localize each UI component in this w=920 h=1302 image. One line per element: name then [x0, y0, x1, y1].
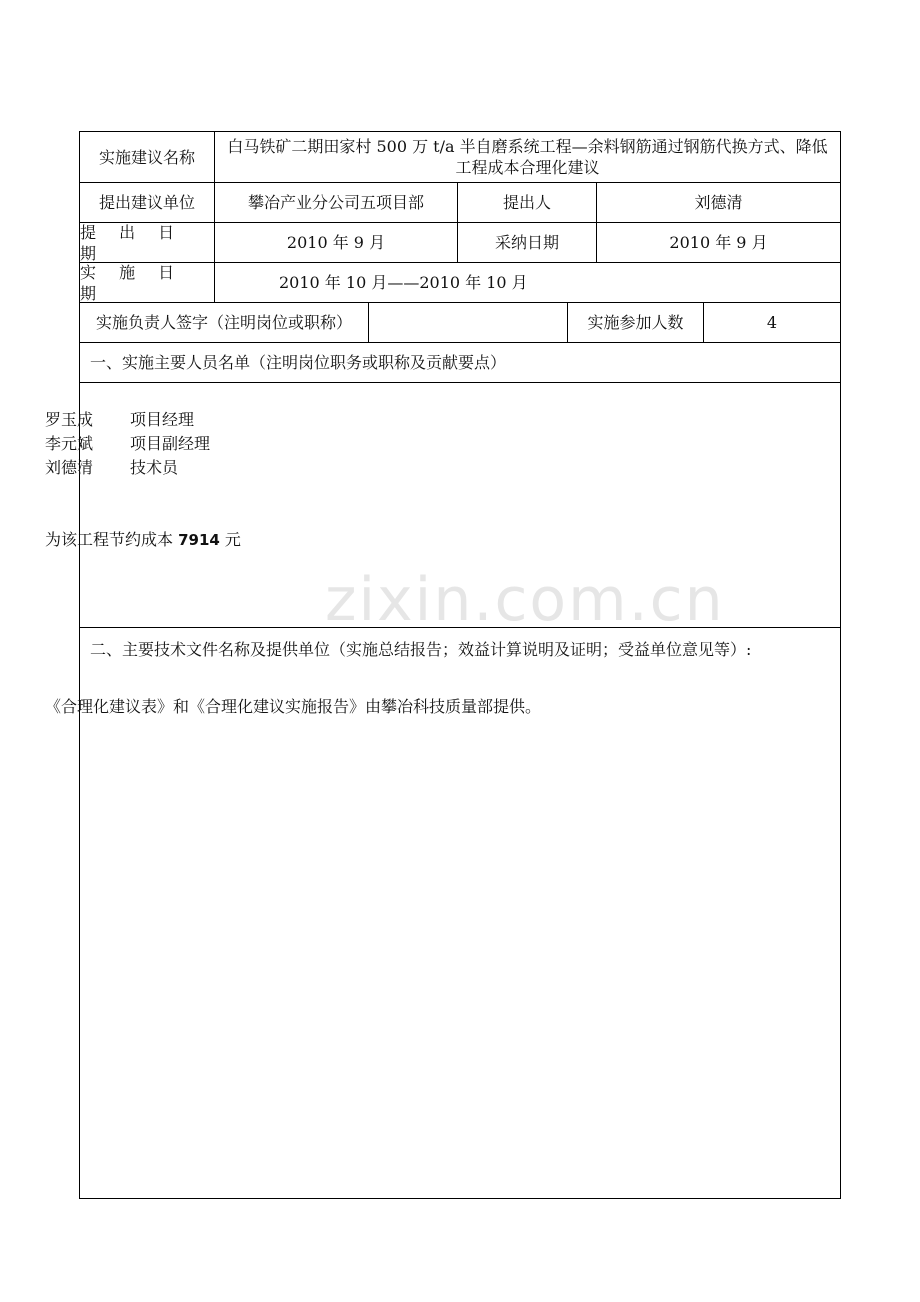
section2-title: 二、主要技术文件名称及提供单位（实施总结报告；效益计算说明及证明；受益单位意见等）:	[90, 640, 752, 659]
participants-label: 实施参加人数	[568, 303, 704, 342]
submit-date-value: 2010 年 9 月	[215, 223, 458, 262]
adopt-date-label: 采纳日期	[458, 223, 597, 262]
proposer-label: 提出人	[458, 183, 597, 222]
person-role: 项目副经理	[130, 434, 211, 453]
suggestion-name-value: 白马铁矿二期田家村 500 万 t/a 半自磨系统工程—余料钢筋通过钢筋代换方式、降低工程成本合理化建议	[227, 137, 828, 177]
row-suggestion-name	[80, 132, 840, 183]
saving-suffix: 元	[219, 530, 241, 549]
submit-date-label: 提 出 日 期	[80, 223, 215, 262]
cost-saving-line	[45, 527, 241, 550]
responsible-label: 实施负责人签字（注明岗位或职称）	[80, 303, 369, 342]
suggestion-form	[79, 131, 841, 1199]
unit-label: 提出建议单位	[80, 183, 215, 222]
person-name: 罗玉成	[45, 410, 94, 429]
row-unit	[80, 183, 840, 223]
row-impl-date	[80, 263, 840, 303]
row-dates	[80, 223, 840, 263]
person-name: 刘德清	[45, 458, 94, 477]
row-section1-title	[80, 343, 840, 383]
list-item	[45, 432, 210, 456]
responsible-signature	[369, 303, 568, 342]
saving-amount: 7914	[178, 531, 220, 549]
row-responsible	[80, 303, 840, 343]
proposer-value: 刘德清	[694, 193, 743, 212]
adopt-date-value: 2010 年 9 月	[669, 233, 768, 252]
impl-date-value: 2010 年 10 月——2010 年 10 月	[279, 273, 528, 292]
saving-prefix: 为该工程节约成本	[45, 530, 179, 549]
unit-value: 攀冶产业分公司五项目部	[215, 183, 458, 222]
suggestion-name-label: 实施建议名称	[80, 132, 215, 182]
people-list	[45, 408, 210, 480]
list-item	[45, 408, 210, 432]
person-name: 李元斌	[45, 434, 94, 453]
list-item	[45, 456, 210, 480]
impl-date-label: 实 施 日 期	[80, 263, 215, 302]
section1-title: 一、实施主要人员名单（注明岗位职务或职称及贡献要点）	[90, 353, 507, 372]
person-role: 项目经理	[130, 410, 195, 429]
participants-value: 4	[766, 313, 778, 332]
section2-content: 《合理化建议表》和《合理化建议实施报告》由攀冶科技质量部提供。	[45, 697, 542, 716]
watermark: zixin.com.cn	[325, 565, 725, 635]
person-role: 技术员	[130, 458, 179, 477]
